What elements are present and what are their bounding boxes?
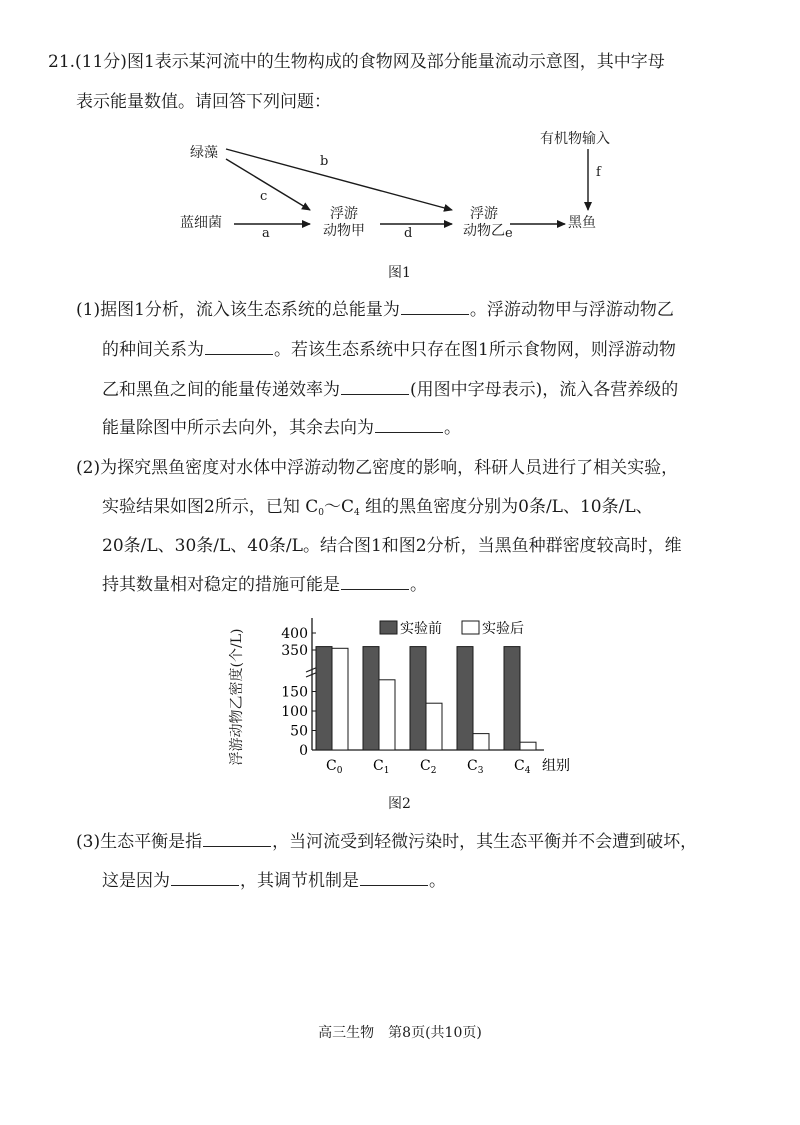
node-green-algae: 绿藻 <box>190 145 218 161</box>
part3-text-1a: (3)生态平衡是指 <box>76 832 203 852</box>
part3-text-2c: 。 <box>429 871 446 891</box>
node-zooplankton-a-line1: 浮游 <box>330 206 358 222</box>
question-stem-text1: 图1表示某河流中的生物构成的食物网及部分能量流动示意图，其中字母 <box>126 52 665 72</box>
edge-label-a: a <box>262 226 270 241</box>
bar-after-C1 <box>379 680 395 750</box>
part2-line4 <box>102 575 427 595</box>
node-zooplankton-a-line2: 动物甲 <box>323 223 365 239</box>
part3-line2 <box>102 871 446 891</box>
chart-y-tick-label: 150 <box>281 684 308 701</box>
question-stem-line1 <box>48 52 665 72</box>
part3-text-2b: ，其调节机制是 <box>240 871 359 891</box>
answer-blank-transfer-efficiency[interactable] <box>341 380 409 395</box>
part2-text-4a: 持其数量相对稳定的措施可能是 <box>102 575 340 595</box>
edge-algae-to-zoo-a <box>226 159 310 210</box>
figure2-caption: 图2 <box>388 796 411 812</box>
part2-text-2b: 组的黑鱼密度分别为0条/L、10条/L、 <box>359 497 653 517</box>
answer-blank-interspecific-relation[interactable] <box>205 340 273 355</box>
chart-x-axis-label: 组别 <box>542 758 570 774</box>
node-organic-input: 有机物输入 <box>540 131 610 147</box>
bar-chart-svg <box>224 610 584 790</box>
chart-y-tick-label: 350 <box>281 643 308 659</box>
part2-text-4b: 。 <box>410 575 427 595</box>
chart-x-tick-label: $C_0$ <box>326 758 343 776</box>
node-zooplankton-b-line1: 浮游 <box>470 206 498 222</box>
answer-blank-total-energy[interactable] <box>401 300 469 315</box>
chart-x-tick-label: $C_1$ <box>373 758 390 776</box>
chart-y-tick-label: 50 <box>290 723 308 740</box>
part1-text-2a: 的种间关系为 <box>102 340 204 360</box>
bar-after-C0 <box>332 648 348 750</box>
part1-text-3a: 乙和黑鱼之间的能量传递效率为 <box>102 380 340 400</box>
bar-before-C1 <box>363 647 379 750</box>
part1-text-1b: 。浮游动物甲与浮游动物乙 <box>469 300 674 320</box>
bar-after-C3 <box>473 734 489 750</box>
figure2-chart-container <box>224 610 584 790</box>
part3-line1 <box>76 832 697 852</box>
node-black-fish: 黑鱼 <box>568 215 596 231</box>
part2-text-2a: 实验结果如图2所示，已知 C <box>102 497 319 517</box>
part1-line2 <box>102 340 676 360</box>
edge-label-f: f <box>596 165 601 180</box>
answer-blank-reason[interactable] <box>171 871 239 886</box>
node-zooplankton-a <box>316 206 372 240</box>
bar-before-C0 <box>316 647 332 750</box>
chart-y-tick-label: 400 <box>281 626 308 642</box>
part1-text-3b: (用图中字母表示)，流入各营养级的 <box>410 380 679 400</box>
answer-blank-ecological-balance[interactable] <box>203 832 271 847</box>
node-cyanobacteria: 蓝细菌 <box>180 215 222 231</box>
chart-x-tick-label: $C_4$ <box>514 758 531 776</box>
bar-after-C2 <box>426 703 442 750</box>
part3-text-2a: 这是因为 <box>102 871 170 891</box>
chart-x-tick-label: $C_3$ <box>467 758 484 776</box>
bar-before-C3 <box>457 647 473 750</box>
part1-text-1a: (1)据图1分析，流入该生态系统的总能量为 <box>76 300 400 320</box>
part2-line1: (2)为探究黑鱼密度对水体中浮游动物乙密度的影响，科研人员进行了相关实验， <box>76 458 679 478</box>
question-stem-line2: 表示能量数值。请回答下列问题： <box>76 92 331 112</box>
node-zooplankton-b <box>456 206 512 240</box>
chart-y-tick-label: 100 <box>281 704 308 720</box>
part2-line2 <box>102 497 653 523</box>
part1-text-4b: 。 <box>444 418 461 438</box>
figure1-caption: 图1 <box>388 265 411 281</box>
part1-text-4a: 能量除图中所示去向外，其余去向为 <box>102 418 374 438</box>
part1-line3 <box>102 380 678 400</box>
question-score: (11分) <box>75 52 127 72</box>
edge-label-b: b <box>320 154 329 169</box>
answer-blank-regulation-mechanism[interactable] <box>360 871 428 886</box>
legend-label-before: 实验前 <box>400 621 442 637</box>
part1-text-2b: 。若该生态系统中只存在图1所示食物网，则浮游动物 <box>274 340 676 360</box>
part1-line1 <box>76 300 674 320</box>
node-zooplankton-b-line2: 动物乙 <box>463 223 505 239</box>
edge-label-c: c <box>260 189 268 204</box>
answer-blank-energy-destination[interactable] <box>375 418 443 433</box>
legend-swatch-before <box>380 621 397 634</box>
legend-label-after: 实验后 <box>482 621 524 637</box>
bar-before-C2 <box>410 647 426 750</box>
part2-sub-0: 0 <box>318 508 324 518</box>
chart-y-tick-label: 0 <box>299 743 308 759</box>
part2-line3: 20条/L、30条/L、40条/L。结合图1和图2分析，当黑鱼种群密度较高时，维 <box>102 536 682 556</box>
part2-text-2mid: ～C <box>323 497 354 517</box>
question-number: 21. <box>48 52 76 72</box>
legend-swatch-after <box>462 621 479 634</box>
part2-sub-4: 4 <box>353 508 360 518</box>
part3-text-1b: ，当河流受到轻微污染时，其生态平衡并不会遭到破坏， <box>272 832 698 852</box>
page-footer: 高三生物 第8页(共10页) <box>318 1025 482 1041</box>
part1-line4 <box>102 418 461 438</box>
chart-x-tick-label: $C_2$ <box>420 758 437 776</box>
answer-blank-control-measure[interactable] <box>341 575 409 590</box>
bar-after-C4 <box>520 742 536 750</box>
bar-before-C4 <box>504 647 520 750</box>
chart-y-axis-label: 浮游动物乙密度(个/L) <box>229 628 245 766</box>
edge-label-d: d <box>404 226 413 241</box>
edge-label-e: e <box>505 226 513 241</box>
